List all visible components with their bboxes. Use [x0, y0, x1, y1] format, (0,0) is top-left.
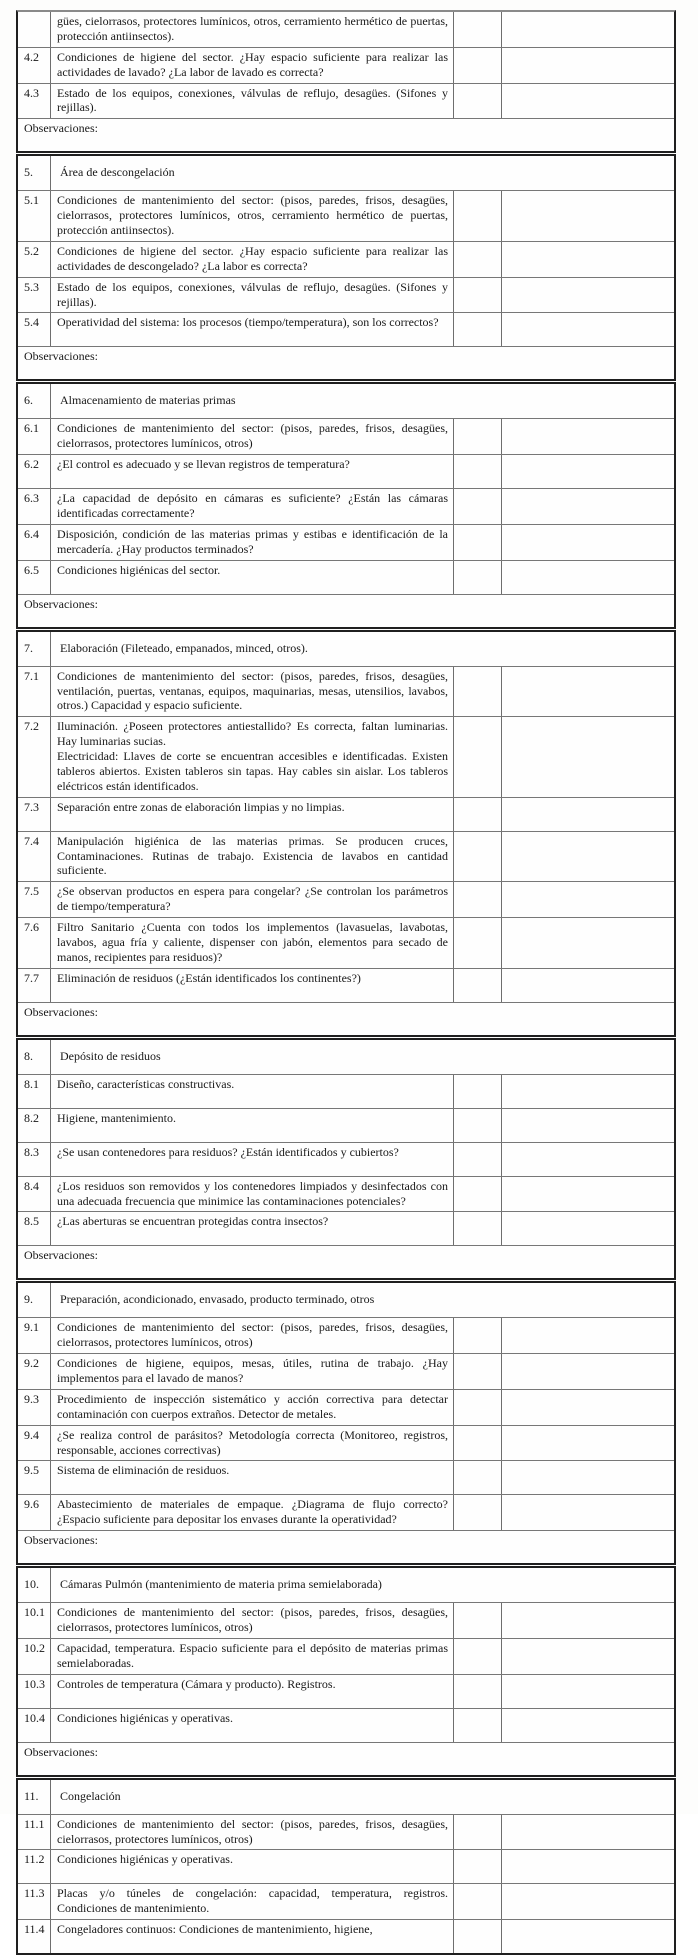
score-entry-cell	[454, 278, 502, 313]
item-description: Condiciones de mantenimiento del sector: (pisos, paredes, frisos, desagües, ventilación, puertas, ventanas, equipos, maquinarias, mesas, utensilios, lavabos, otros.) Capacidad y espacio suficiente.	[51, 667, 454, 717]
item-number: 8.2	[18, 1109, 51, 1142]
item-description: ¿La capacidad de depósito en cámaras es suficiente? ¿Están las cámaras identificadas correctamente?	[51, 489, 454, 524]
score-entry-cell	[454, 525, 502, 560]
checklist-item-row	[18, 1389, 674, 1425]
remarks-entry-cell	[502, 1495, 674, 1530]
item-description: Condiciones de mantenimiento del sector: (pisos, paredes, frisos, desagües, cielorrasos, protectores lumínicos, otros)	[51, 419, 454, 454]
item-description: Estado de los equipos, conexiones, válvulas de reflujo, desagües. (Sifones y rejillas).	[51, 278, 454, 313]
item-description: Filtro Sanitario ¿Cuenta con todos los implementos (lavasuelas, lavabotas, lavabos, agua fría y caliente, dispenser con jabón, elementos para secado de manos, recipientes para residuos)?	[51, 918, 454, 968]
item-number: 8.4	[18, 1177, 51, 1212]
checklist-item-row	[18, 1317, 674, 1353]
score-entry-cell	[454, 667, 502, 717]
item-description: Diseño, características constructivas.	[51, 1075, 454, 1108]
remarks-entry-cell	[502, 1177, 674, 1212]
score-entry-cell	[454, 242, 502, 277]
item-number: 5.4	[18, 313, 51, 346]
item-number: 9.3	[18, 1390, 51, 1425]
remarks-entry-cell	[502, 1920, 674, 1953]
remarks-entry-cell	[502, 1603, 674, 1638]
remarks-entry-cell	[502, 1461, 674, 1494]
section-title: Preparación, acondicionado, envasado, producto terminado, otros	[60, 1292, 375, 1307]
section-header-row	[18, 1780, 674, 1814]
checklist-item-row	[18, 560, 674, 594]
item-description	[51, 717, 454, 796]
remarks-entry-cell	[502, 313, 674, 346]
remarks-entry-cell	[502, 1884, 674, 1919]
remarks-entry-cell	[502, 489, 674, 524]
remarks-entry-cell	[502, 1850, 674, 1883]
section-number: 7.	[18, 632, 51, 666]
section-number: 9.	[18, 1283, 51, 1317]
item-description: Condiciones de mantenimiento del sector: (pisos, paredes, frisos, desagües, cielorrasos, protectores lumínicos, otros)	[51, 1603, 454, 1638]
checklist-item-row	[18, 1849, 674, 1883]
score-entry-cell	[454, 1675, 502, 1708]
item-number: 9.5	[18, 1461, 51, 1494]
item-number: 9.2	[18, 1354, 51, 1389]
item-description-paragraph: Iluminación. ¿Poseen protectores antiestallido? Es correcta, faltan luminarias. Hay luminarias sucias.	[57, 719, 448, 749]
score-entry-cell	[454, 1354, 502, 1389]
section-header-row	[18, 632, 674, 666]
observations-row: Observaciones:	[18, 346, 674, 379]
item-description: ¿Se observan productos en espera para congelar? ¿Se controlan los parámetros de tiempo/temperatura?	[51, 882, 454, 917]
section-block	[16, 1281, 676, 1565]
checklist-item-row	[18, 968, 674, 1002]
item-number: 9.6	[18, 1495, 51, 1530]
remarks-entry-cell	[502, 1109, 674, 1142]
section-number: 5.	[18, 156, 51, 190]
item-description: Condiciones higiénicas y operativas.	[51, 1709, 454, 1742]
score-entry-cell	[454, 1639, 502, 1674]
checklist-item-row	[18, 1883, 674, 1919]
checklist-item-row	[18, 1602, 674, 1638]
score-entry-cell	[454, 1212, 502, 1245]
score-entry-cell	[454, 191, 502, 241]
item-description: Disposición, condición de las materias primas y estibas e identificación de la mercadería. ¿Hay productos terminados?	[51, 525, 454, 560]
item-number: 7.5	[18, 882, 51, 917]
checklist-item-row	[18, 47, 674, 83]
remarks-entry-cell	[502, 969, 674, 1002]
item-description-paragraph: Electricidad: Llaves de corte se encuentran accesibles e identificadas. Existen tableros abiertos. Existen tableros sin tapas. Hay cables sin aislar. Los tableros eléctricos están identificados.	[57, 749, 448, 793]
checklist-item-row	[18, 1211, 674, 1245]
item-description: ¿El control es adecuado y se llevan registros de temperatura?	[51, 455, 454, 488]
score-entry-cell	[454, 1815, 502, 1850]
checklist-item-row	[18, 312, 674, 346]
item-description: Higiene, mantenimiento.	[51, 1109, 454, 1142]
remarks-entry-cell	[502, 667, 674, 717]
item-description: Condiciones higiénicas del sector.	[51, 561, 454, 594]
remarks-entry-cell	[502, 1212, 674, 1245]
remarks-entry-cell	[502, 1075, 674, 1108]
remarks-entry-cell	[502, 242, 674, 277]
score-entry-cell	[454, 717, 502, 796]
item-number: 5.1	[18, 191, 51, 241]
checklist-item-row	[18, 12, 674, 47]
remarks-entry-cell	[502, 798, 674, 831]
score-entry-cell	[454, 489, 502, 524]
checklist-item-row	[18, 1638, 674, 1674]
section-header-row	[18, 1283, 674, 1317]
item-number: 8.1	[18, 1075, 51, 1108]
score-entry-cell	[454, 561, 502, 594]
checklist-item-row	[18, 917, 674, 968]
checklist-item-row	[18, 1919, 674, 1953]
section-title: Área de descongelación	[60, 165, 175, 180]
remarks-entry-cell	[502, 882, 674, 917]
score-entry-cell	[454, 1709, 502, 1742]
item-number: 9.4	[18, 1426, 51, 1461]
observations-row: Observaciones:	[18, 1245, 674, 1278]
section-title: Almacenamiento de materias primas	[60, 393, 236, 408]
checklist-item-row	[18, 1674, 674, 1708]
checklist-item-row	[18, 418, 674, 454]
checklist-item-row	[18, 1494, 674, 1530]
section-header-row	[18, 384, 674, 418]
remarks-entry-cell	[502, 561, 674, 594]
score-entry-cell	[454, 1109, 502, 1142]
item-number: 10.4	[18, 1709, 51, 1742]
item-number: 4.2	[18, 48, 51, 83]
score-entry-cell	[454, 1177, 502, 1212]
checklist-item-row	[18, 797, 674, 831]
checklist-item-row	[18, 1074, 674, 1108]
remarks-entry-cell	[502, 525, 674, 560]
remarks-entry-cell	[502, 278, 674, 313]
item-description: Condiciones higiénicas y operativas.	[51, 1850, 454, 1883]
inspection-checklist-table	[16, 10, 676, 1955]
item-number: 6.1	[18, 419, 51, 454]
checklist-item-row	[18, 831, 674, 882]
section-block	[16, 382, 676, 628]
score-entry-cell	[454, 1143, 502, 1176]
item-description: Congeladores continuos: Condiciones de mantenimiento, higiene,	[51, 1920, 454, 1953]
section-block	[16, 1566, 676, 1777]
item-description: Abastecimiento de materiales de empaque. ¿Diagrama de flujo correcto? ¿Espacio suficiente para depositar los envases durante la operatividad?	[51, 1495, 454, 1530]
item-number: 7.7	[18, 969, 51, 1002]
remarks-entry-cell	[502, 1709, 674, 1742]
item-number: 10.3	[18, 1675, 51, 1708]
remarks-entry-cell	[502, 12, 674, 47]
section-block	[16, 1778, 676, 1955]
score-entry-cell	[454, 313, 502, 346]
remarks-entry-cell	[502, 1390, 674, 1425]
section-number: 8.	[18, 1040, 51, 1074]
item-description: Condiciones de mantenimiento del sector: (pisos, paredes, frisos, desagües, cielorrasos, protectores lumínicos, otros)	[51, 1815, 454, 1850]
item-number: 5.3	[18, 278, 51, 313]
score-entry-cell	[454, 1390, 502, 1425]
section-number: 10.	[18, 1568, 51, 1602]
observations-row: Observaciones:	[18, 1002, 674, 1035]
section-header-row	[18, 156, 674, 190]
section-block	[16, 1038, 676, 1281]
score-entry-cell	[454, 1884, 502, 1919]
remarks-entry-cell	[502, 1639, 674, 1674]
item-number: 11.4	[18, 1920, 51, 1953]
remarks-entry-cell	[502, 191, 674, 241]
item-description: Separación entre zonas de elaboración limpias y no limpias.	[51, 798, 454, 831]
item-number: 6.5	[18, 561, 51, 594]
checklist-item-row	[18, 488, 674, 524]
score-entry-cell	[454, 455, 502, 488]
checklist-item-row	[18, 277, 674, 313]
item-description: Estado de los equipos, conexiones, válvulas de reflujo, desagües. (Sifones y rejillas).	[51, 84, 454, 119]
item-description: Placas y/o túneles de congelación: capacidad, temperatura, registros. Condiciones de mantenimiento.	[51, 1884, 454, 1919]
section-number: 6.	[18, 384, 51, 418]
observations-row: Observaciones:	[18, 118, 674, 151]
item-number: 7.3	[18, 798, 51, 831]
item-number: 9.1	[18, 1318, 51, 1353]
section-title: Elaboración (Fileteado, empanados, minced, otros).	[60, 640, 308, 655]
item-number: 8.5	[18, 1212, 51, 1245]
item-description: ¿Se realiza control de parásitos? Metodología correcta (Monitoreo, registros, responsable, acciones correctivas)	[51, 1426, 454, 1461]
item-description: Operatividad del sistema: los procesos (tiempo/temperatura), son los correctos?	[51, 313, 454, 346]
observations-row: Observaciones:	[18, 594, 674, 627]
remarks-entry-cell	[502, 48, 674, 83]
section-number: 11.	[18, 1780, 51, 1814]
remarks-entry-cell	[502, 1426, 674, 1461]
section-block	[16, 154, 676, 381]
checklist-item-row	[18, 1353, 674, 1389]
item-number: 4.3	[18, 84, 51, 119]
remarks-entry-cell	[502, 1815, 674, 1850]
score-entry-cell	[454, 832, 502, 882]
item-description: Controles de temperatura (Cámara y producto). Registros.	[51, 1675, 454, 1708]
item-number: 5.2	[18, 242, 51, 277]
checklist-item-row	[18, 1460, 674, 1494]
checklist-item-row	[18, 241, 674, 277]
score-entry-cell	[454, 1850, 502, 1883]
checklist-item-row	[18, 1108, 674, 1142]
item-number: 7.1	[18, 667, 51, 717]
remarks-entry-cell	[502, 832, 674, 882]
checklist-item-row	[18, 454, 674, 488]
checklist-item-row	[18, 524, 674, 560]
observations-row: Observaciones:	[18, 1742, 674, 1775]
item-description: ¿Las aberturas se encuentran protegidas contra insectos?	[51, 1212, 454, 1245]
checklist-item-row	[18, 1176, 674, 1212]
item-description: Condiciones de higiene del sector. ¿Hay espacio suficiente para realizar las actividades de lavado? ¿La labor de lavado es correcta?	[51, 48, 454, 83]
score-entry-cell	[454, 1603, 502, 1638]
section-block	[16, 10, 676, 153]
item-number: 6.3	[18, 489, 51, 524]
remarks-entry-cell	[502, 84, 674, 119]
checklist-item-row	[18, 1142, 674, 1176]
section-title: Congelación	[60, 1788, 121, 1803]
item-description: Procedimiento de inspección sistemático y acción correctiva para detectar contaminación con cuerpos extraños. Detector de metales.	[51, 1390, 454, 1425]
remarks-entry-cell	[502, 1318, 674, 1353]
score-entry-cell	[454, 882, 502, 917]
remarks-entry-cell	[502, 717, 674, 796]
score-entry-cell	[454, 969, 502, 1002]
item-number	[18, 12, 51, 47]
item-number: 6.2	[18, 455, 51, 488]
item-number: 10.1	[18, 1603, 51, 1638]
observations-row: Observaciones:	[18, 1530, 674, 1563]
item-description: ¿Los residuos son removidos y los contenedores limpiados y desinfectados con una adecuada frecuencia que minimice las contaminaciones potenciales?	[51, 1177, 454, 1212]
remarks-entry-cell	[502, 419, 674, 454]
score-entry-cell	[454, 419, 502, 454]
item-number: 10.2	[18, 1639, 51, 1674]
score-entry-cell	[454, 1318, 502, 1353]
section-header-row	[18, 1040, 674, 1074]
item-number: 6.4	[18, 525, 51, 560]
section-title: Depósito de residuos	[60, 1048, 161, 1063]
item-number: 7.2	[18, 717, 51, 796]
item-number: 7.6	[18, 918, 51, 968]
remarks-entry-cell	[502, 1675, 674, 1708]
item-description: ¿Se usan contenedores para residuos? ¿Están identificados y cubiertos?	[51, 1143, 454, 1176]
score-entry-cell	[454, 12, 502, 47]
remarks-entry-cell	[502, 455, 674, 488]
checklist-item-row	[18, 190, 674, 241]
score-entry-cell	[454, 84, 502, 119]
score-entry-cell	[454, 798, 502, 831]
section-block	[16, 630, 676, 1037]
remarks-entry-cell	[502, 918, 674, 968]
remarks-entry-cell	[502, 1354, 674, 1389]
score-entry-cell	[454, 1495, 502, 1530]
checklist-item-row	[18, 881, 674, 917]
section-title: Cámaras Pulmón (mantenimiento de materia prima semielaborada)	[60, 1577, 382, 1592]
score-entry-cell	[454, 918, 502, 968]
item-description: Sistema de eliminación de residuos.	[51, 1461, 454, 1494]
item-description: Condiciones de higiene, equipos, mesas, útiles, rutina de trabajo. ¿Hay implementos para el lavado de manos?	[51, 1354, 454, 1389]
score-entry-cell	[454, 1461, 502, 1494]
item-number: 7.4	[18, 832, 51, 882]
item-number: 11.1	[18, 1815, 51, 1850]
checklist-item-row	[18, 83, 674, 119]
item-description: Capacidad, temperatura. Espacio suficiente para el depósito de materias primas semielaboradas.	[51, 1639, 454, 1674]
item-description: Condiciones de mantenimiento del sector: (pisos, paredes, frisos, desagües, cielorrasos, protectores lumínicos, otros, cerramiento hermético de puertas, protección antiinsectos).	[51, 191, 454, 241]
section-header-row	[18, 1568, 674, 1602]
checklist-item-row	[18, 1708, 674, 1742]
checklist-item-row	[18, 666, 674, 717]
score-entry-cell	[454, 1075, 502, 1108]
checklist-item-row	[18, 1425, 674, 1461]
item-description: Condiciones de higiene del sector. ¿Hay espacio suficiente para realizar las actividades de descongelado? ¿La labor es correcta?	[51, 242, 454, 277]
checklist-item-row	[18, 716, 674, 796]
remarks-entry-cell	[502, 1143, 674, 1176]
item-description: Eliminación de residuos (¿Están identificados los continentes?)	[51, 969, 454, 1002]
item-description: Manipulación higiénica de las materias primas. Se producen cruces, Contaminaciones. Rutinas de trabajo. Existencia de lavabos en cantidad suficiente.	[51, 832, 454, 882]
checklist-item-row	[18, 1814, 674, 1850]
item-number: 8.3	[18, 1143, 51, 1176]
score-entry-cell	[454, 1426, 502, 1461]
item-description: gües, cielorrasos, protectores lumínicos, otros, cerramiento hermético de puertas, protección antiinsectos).	[51, 12, 454, 47]
item-number: 11.3	[18, 1884, 51, 1919]
item-description: Condiciones de mantenimiento del sector: (pisos, paredes, frisos, desagües, cielorrasos, protectores lumínicos, otros)	[51, 1318, 454, 1353]
item-number: 11.2	[18, 1850, 51, 1883]
score-entry-cell	[454, 48, 502, 83]
score-entry-cell	[454, 1920, 502, 1953]
